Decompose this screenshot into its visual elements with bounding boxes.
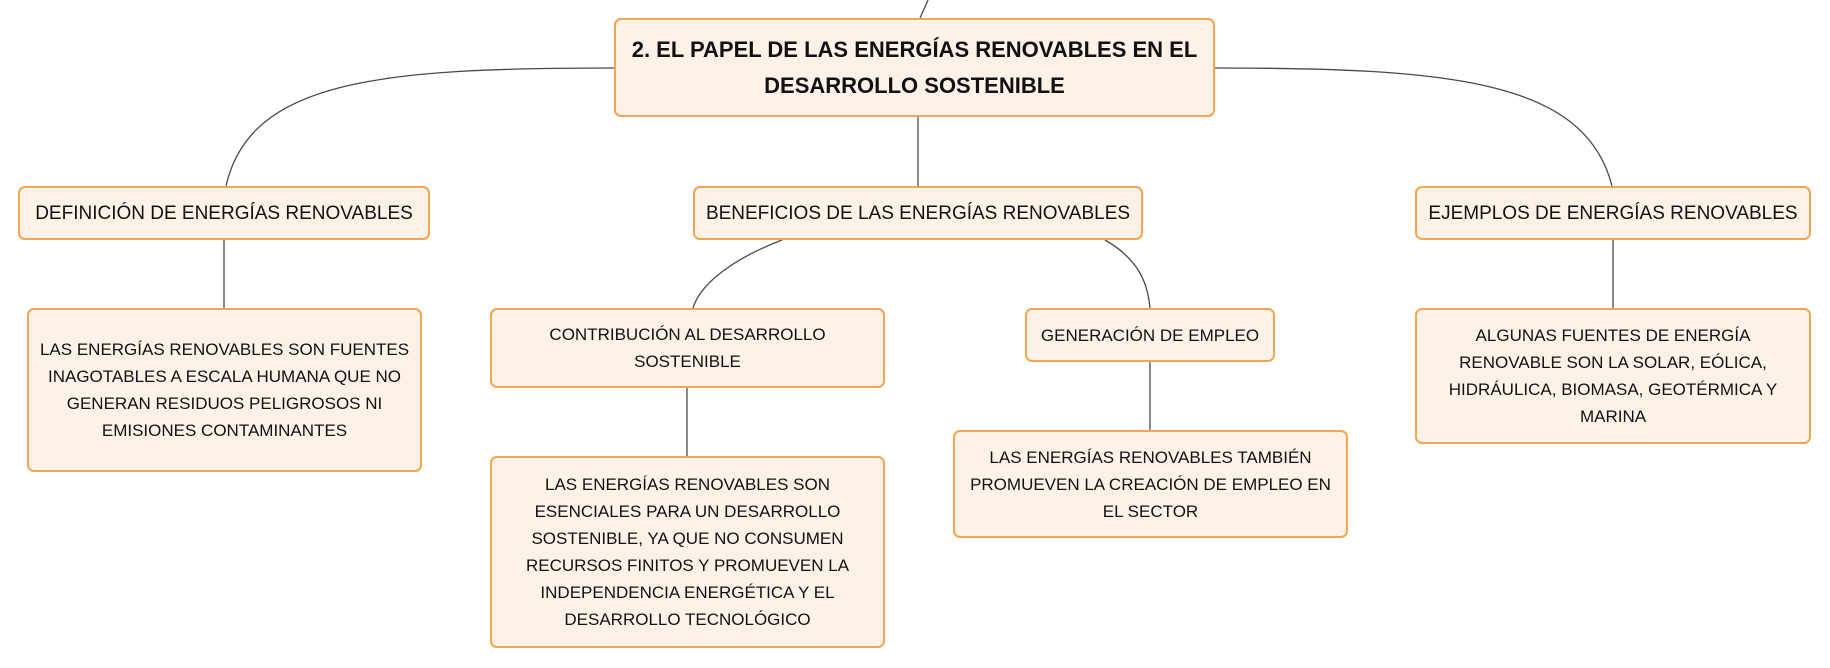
branch-definicion-label: DEFINICIÓN DE ENERGÍAS RENOVABLES (35, 202, 413, 224)
connector-beneficios-empleo (1105, 240, 1150, 308)
connector-from-parent (920, 0, 928, 18)
empleo-label: GENERACIÓN DE EMPLEO (1040, 325, 1260, 345)
branch-ejemplos-label: EJEMPLOS DE ENERGÍAS RENOVABLES (1428, 202, 1798, 224)
empleo-detail-text: LAS ENERGÍAS RENOVABLES TAMBIÉN PROMUEVEN LA CREACIÓN DE EMPLEO EN EL SECTOR (970, 447, 1331, 521)
ejemplos-detail-node[interactable] (1415, 308, 1811, 444)
connector-root-ejemplos (1215, 68, 1612, 186)
connector-root-definicion (226, 68, 614, 186)
branch-ejemplos-node[interactable] (1415, 186, 1811, 240)
branch-definicion-node[interactable] (18, 186, 430, 240)
contribucion-node[interactable] (490, 308, 885, 388)
contribucion-label: CONTRIBUCIÓN AL DESARROLLO SOSTENIBLE (549, 325, 826, 371)
ejemplos-detail-text: ALGUNAS FUENTES DE ENERGÍA RENOVABLE SON LA SOLAR, EÓLICA, HIDRÁULICA, BIOMASA, GEOTÉRMICA Y MARINA (1448, 326, 1778, 426)
contribucion-detail-node[interactable] (490, 456, 885, 648)
root-topic-node[interactable] (614, 18, 1215, 117)
branch-beneficios-node[interactable] (693, 186, 1143, 240)
empleo-detail-node[interactable] (953, 430, 1348, 538)
connector-beneficios-contribucion (693, 240, 782, 308)
contribucion-detail-text: LAS ENERGÍAS RENOVABLES SON ESENCIALES PARA UN DESARROLLO SOSTENIBLE, YA QUE NO CONSUMEN RECURSOS FINITOS Y PROMUEVEN LA INDEPENDENCIA ENERGÉTICA Y EL DESARROLLO TECNOLÓGICO (525, 475, 850, 629)
empleo-node[interactable] (1025, 308, 1275, 362)
definicion-detail-text: LAS ENERGÍAS RENOVABLES SON FUENTES INAGOTABLES A ESCALA HUMANA QUE NO GENERAN RESIDUOS PELIGROSOS NI EMISIONES CONTAMINANTES (39, 340, 410, 440)
root-topic-label: 2. EL PAPEL DE LAS ENERGÍAS RENOVABLES EN EL DESARROLLO SOSTENIBLE (631, 36, 1198, 98)
definicion-detail-node[interactable] (27, 308, 422, 472)
branch-beneficios-label: BENEFICIOS DE LAS ENERGÍAS RENOVABLES (705, 202, 1131, 224)
